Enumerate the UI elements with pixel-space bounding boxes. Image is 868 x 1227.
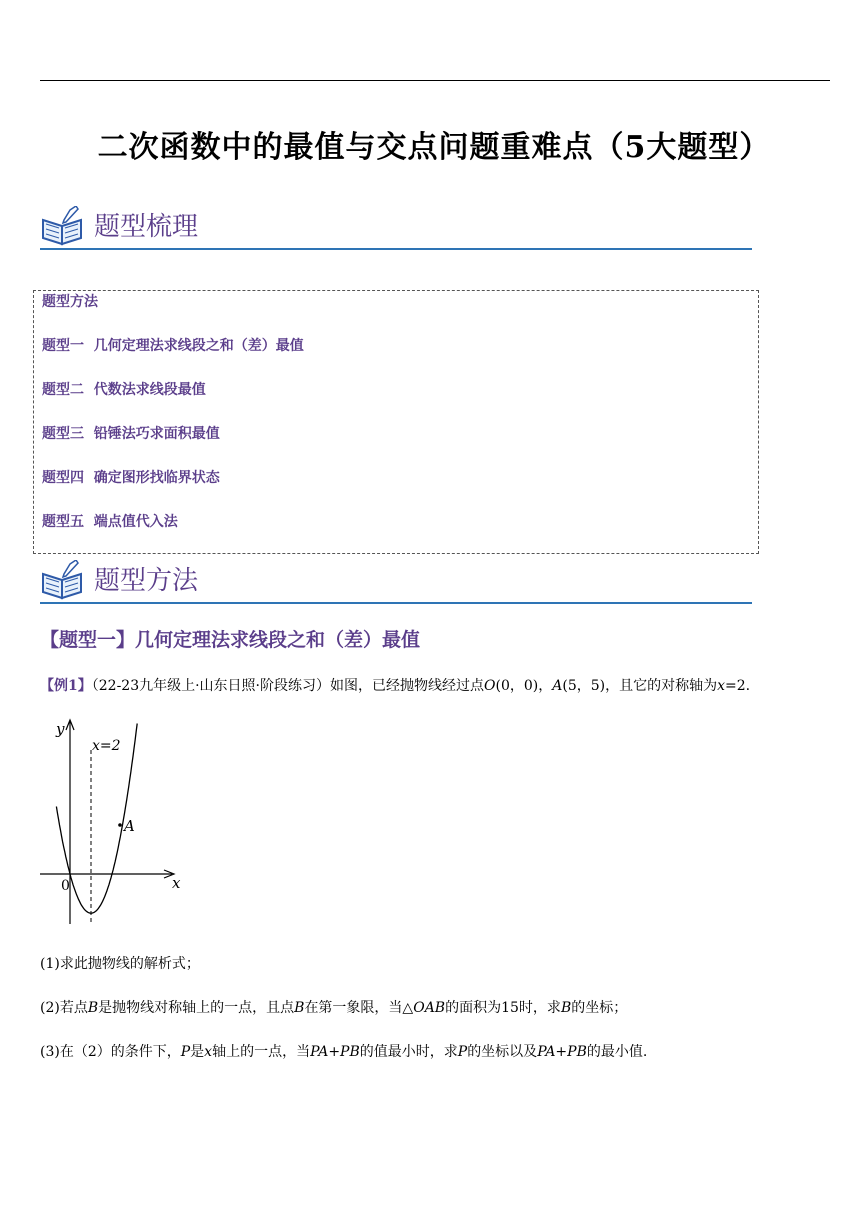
axis-var: x xyxy=(717,678,726,694)
q-text: 的值最小时，求 xyxy=(359,1044,458,1060)
q-text: 的面积为15时，求 xyxy=(445,1000,561,1016)
q-text: 是抛物线对称轴上的一点，且点 xyxy=(98,1000,295,1016)
q-var: B xyxy=(87,1000,99,1016)
question-1: (1)求此抛物线的解析式； xyxy=(40,956,200,972)
example-tag: 【例1】 xyxy=(40,678,92,694)
section-label: 题型方法 xyxy=(94,566,199,596)
q-var: P xyxy=(180,1044,191,1060)
toc-item[interactable]: 题型方法 xyxy=(42,294,98,310)
toc-box xyxy=(33,290,759,554)
section-header-outline xyxy=(40,206,752,250)
point-a: A xyxy=(552,678,563,694)
q-text: 在第一象限，当△ xyxy=(304,1000,414,1016)
toc-item[interactable]: 题型一 几何定理法求线段之和（差）最值 xyxy=(42,338,304,354)
example-text: 如图，已经抛物线经过点 xyxy=(330,678,485,694)
open-book-icon xyxy=(40,206,86,246)
section-header-methods xyxy=(40,560,752,604)
toc-item[interactable]: 题型五 端点值代入法 xyxy=(42,514,178,530)
q-text: (2)若点 xyxy=(40,1000,88,1016)
q-var: P xyxy=(457,1044,468,1060)
parabola-graph xyxy=(36,714,196,930)
q-var: PA+PB xyxy=(310,1044,360,1060)
example-source: （22-23九年级上·山东日照·阶段练习） xyxy=(91,678,331,694)
type1-heading: 【题型一】几何定理法求线段之和（差）最值 xyxy=(40,629,421,651)
toc-item[interactable]: 题型四 确定图形找临界状态 xyxy=(42,470,220,486)
q-var: B xyxy=(294,1000,305,1016)
q-text: 的坐标以及 xyxy=(467,1044,538,1060)
example1-statement xyxy=(40,676,750,696)
point-a-label: A xyxy=(124,817,135,835)
open-book-icon xyxy=(40,560,86,600)
point-o: O xyxy=(484,678,496,694)
q-text: 轴上的一点，当 xyxy=(212,1044,311,1060)
question-2 xyxy=(40,998,627,1018)
q-var: OAB xyxy=(413,1000,446,1016)
q-var: PA+PB xyxy=(537,1044,587,1060)
question-3 xyxy=(40,1042,647,1062)
axis-val: =2. xyxy=(725,678,751,694)
q-text: 是 xyxy=(190,1044,205,1060)
section-label: 题型梳理 xyxy=(94,212,199,242)
y-axis-label: y xyxy=(56,720,65,738)
section-rule xyxy=(40,602,752,604)
toc-item[interactable]: 题型三 铅锤法巧求面积最值 xyxy=(42,426,220,442)
q-text: 的坐标； xyxy=(571,1000,628,1016)
q-var: B xyxy=(560,1000,572,1016)
coord-a: (5，5)，且它的对称轴为 xyxy=(562,678,718,694)
document-title: 二次函数中的最值与交点问题重难点（5大题型） xyxy=(97,130,771,165)
point-a-dot xyxy=(118,823,122,827)
section-rule xyxy=(40,248,752,250)
top-rule xyxy=(40,80,830,81)
q-text: 的最小值. xyxy=(586,1044,648,1060)
coord-o: (0，0)， xyxy=(495,678,553,694)
q-var: x xyxy=(204,1044,213,1060)
q-text: (3)在（2）的条件下， xyxy=(40,1044,181,1060)
origin-label: 0 xyxy=(61,878,70,894)
toc-item[interactable]: 题型二 代数法求线段最值 xyxy=(42,382,206,398)
x-axis-label: x xyxy=(172,874,181,892)
symmetry-axis-label: x=2 xyxy=(92,738,121,754)
